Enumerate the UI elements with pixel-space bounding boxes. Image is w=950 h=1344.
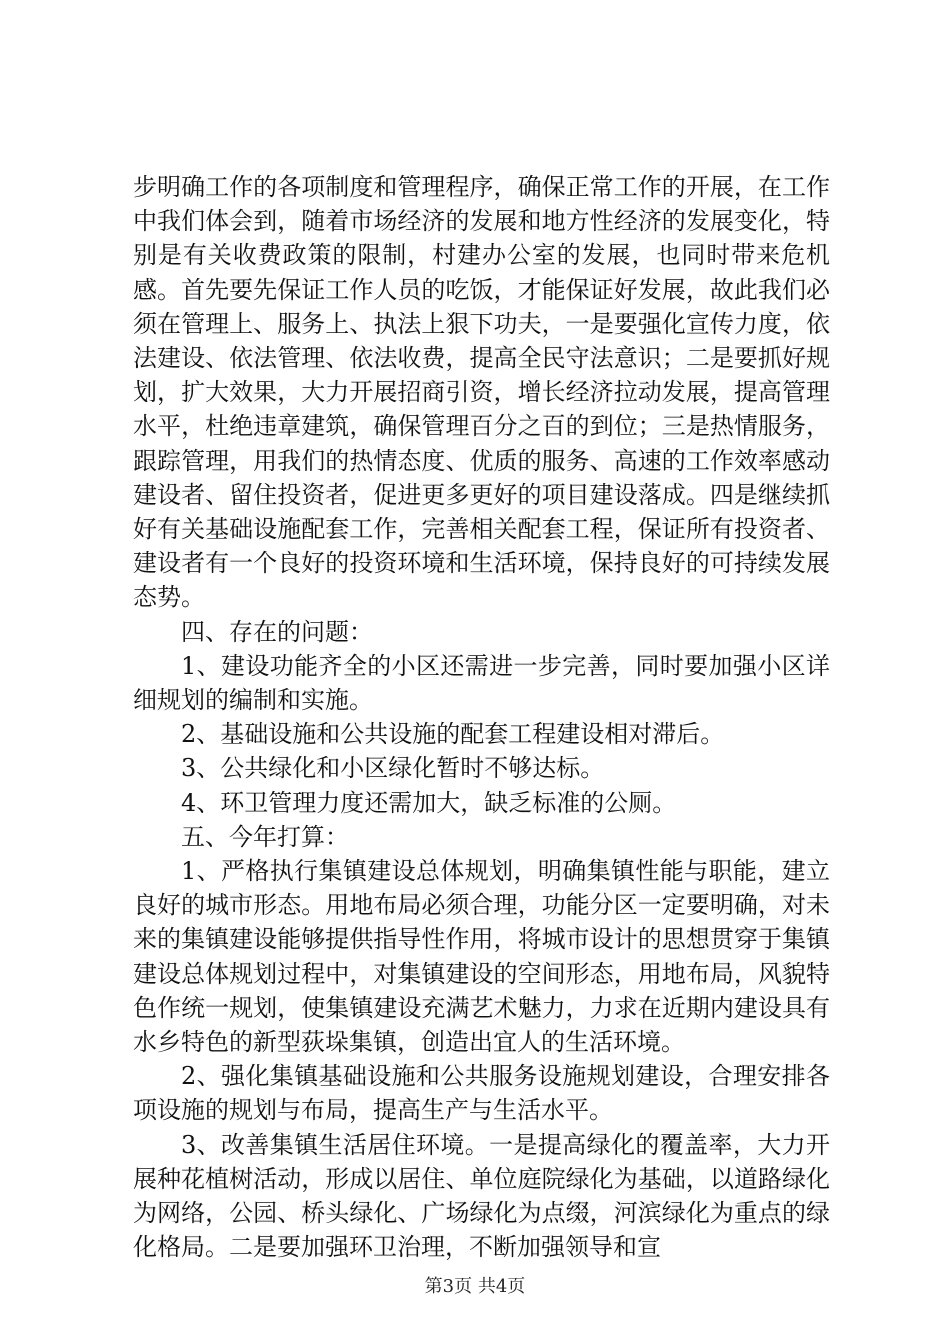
problem-item-3: 3、公共绿化和小区绿化暂时不够达标。 [181,754,605,783]
document-body [133,170,830,1265]
plan-item-2: 2、强化集镇基础设施和公共服务设施规划建设，合理安排各项设施的规划与布局，提高生产与生活水平。 [133,1062,830,1125]
page-number-footer: 第3页 共4页 [424,1276,526,1297]
problem-item-1: 1、建设功能齐全的小区还需进一步完善，同时要加强小区详细规划的编制和实施。 [133,651,830,715]
plan-item-3: 3、改善集镇生活居住环境。一是提高绿化的覆盖率，大力开展种花植树活动，形成以居住、单位庭院绿化为基础，以道路绿化为网络，公园、桥头绿化、广场绿化为点缀，河滨绿化为重点的绿化格局。二是要加强环卫治理，不断加强领导和宣 [133,1130,830,1262]
section-heading-problems: 四、存在的问题： [181,617,373,646]
section-heading-plans: 五、今年打算： [181,822,349,851]
problem-item-4: 4、环卫管理力度还需加大，缺乏标准的公厕。 [181,788,677,817]
problem-item-2: 2、基础设施和公共设施的配套工程建设相对滞后。 [181,720,725,749]
paragraph-continuation: 步明确工作的各项制度和管理程序，确保正常工作的开展，在工作中我们体会到，随着市场经济的发展和地方性经济的发展变化，特别是有关收费政策的限制，村建办公室的发展，也同时带来危机感。首先要先保证工作人员的吃饭，才能保证好发展，故此我们必须在管理上、服务上、执法上狠下功夫，一是要强化宣传力度，依法建设、依法管理、依法收费，提高全民守法意识；二是要抓好规划，扩大效果，大力开展招商引资，增长经济拉动发展，提高管理水平，杜绝违章建筑，确保管理百分之百的到位；三是热情服务，跟踪管理，用我们的热情态度、优质的服务、高速的工作效率感动建设者、留住投资者，促进更多更好的项目建设落成。四是继续抓好有关基础设施配套工作，完善相关配套工程，保证所有投资者、建设者有一个良好的投资环境和生活环境，保持良好的可持续发展态势。 [133,173,830,612]
plan-item-1: 1、严格执行集镇建设总体规划，明确集镇性能与职能，建立良好的城市形态。用地布局必须合理，功能分区一定要明确，对未来的集镇建设能够提供指导性作用，将城市设计的思想贯穿于集镇建设总体规划过程中，对集镇建设的空间形态，用地布局，风貌特色作统一规划，使集镇建设充满艺术魅力，力求在近期内建设具有水乡特色的新型荻垛集镇，创造出宜人的生活环境。 [133,857,830,1057]
